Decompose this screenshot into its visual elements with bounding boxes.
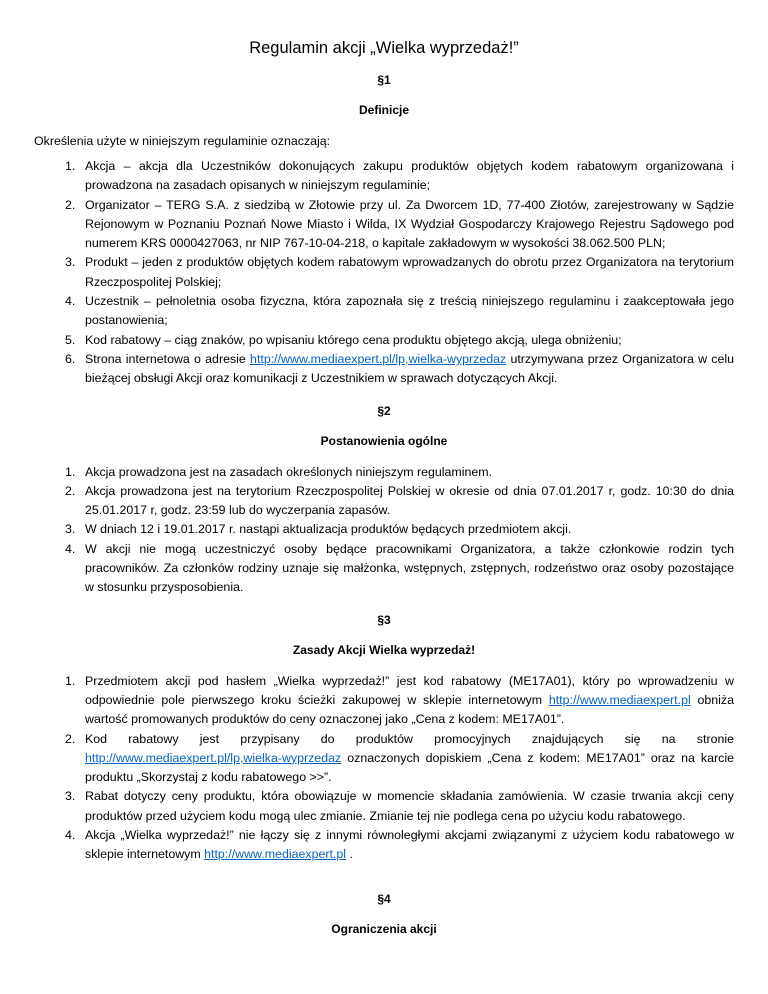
list-item: 4. Uczestnik – pełnoletnia osoba fizyczna, która zapoznała się z treścią niniejszego regulaminu i zaakceptowała jego postanowienia; [65, 294, 734, 328]
mediaexpert-promo-link[interactable]: http://www.mediaexpert.pl/lp,wielka-wyprzedaz [85, 750, 342, 765]
list-item: 2. Organizator – TERG S.A. z siedzibą w Złotowie przy ul. Za Dworcem 1D, 77-400 Złotów, zarejestrowany w Sądzie Rejonowym w Poznaniu Poznań Nowe Miasto i Wilda, IX Wydział Gospodarczy Krajowego Rejestru Sądowego pod numerem KRS 0000427063, nr NIP 767-10-04-218, o kapitale zakładowym w wysokości 38.062.500 PLN; [65, 197, 734, 251]
list-item: 3. Produkt – jeden z produktów objętych kodem rabatowym wprowadzanych do obrotu przez Organizatora na terytorium Rzeczpospolitej Polskiej; [65, 255, 734, 289]
list-item: 1. Akcja prowadzona jest na zasadach określonych niniejszym regulaminem. [65, 464, 493, 479]
section-1-list [34, 157, 734, 389]
section-1-title: Definicje [358, 103, 409, 117]
section-4-number: §4 [377, 891, 391, 906]
list-item: 1. Akcja – akcja dla Uczestników dokonujących zakupu produktów objętych kodem rabatowym organizowana i prowadzona na zasadach opisanych w niniejszym regulaminie; [65, 159, 734, 193]
section-3-number: §3 [377, 612, 391, 627]
mediaexpert-home-link[interactable]: http://www.mediaexpert.pl [204, 847, 347, 862]
list-item: 4. W akcji nie mogą uczestniczyć osoby będące pracownikami Organizatora, a także członkowie rodzin tych pracowników. Za członków rodziny uznaje się małżonka, wstępnych, zstępnych, rodzeństwo oraz osoby pozostające w stosunku przysposobienia. [65, 541, 734, 595]
mediaexpert-promo-link[interactable]: http://www.mediaexpert.pl/lp,wielka-wyprzedaz [250, 351, 507, 366]
document-title: Regulamin akcji „Wielka wyprzedaż!” [249, 39, 519, 57]
section-3-title: Zasady Akcji Wielka wyprzedaż! [292, 642, 476, 657]
intro-text: Określenia użyte w niniejszym regulaminie oznaczają: [34, 134, 331, 148]
section-2-list [34, 463, 734, 598]
section-2-title: Postanowienia ogólne [320, 433, 448, 448]
section-2-number: §2 [377, 403, 391, 418]
list-item: 5. Kod rabatowy – ciąg znaków, po wpisaniu którego cena produktu objętego akcją, ulega obniżeniu; [65, 332, 622, 347]
list-item: 6. Strona internetowa o adresie http://www.mediaexpert.pl/lp,wielka-wyprzedaz utrzymywana przez Organizatora w celu bieżącej obsługi Akcji oraz komunikacji z Uczestnikiem w sprawach dotyczących Akcji. [65, 351, 734, 386]
list-item: 1. Przedmiotem akcji pod hasłem „Wielka wyprzedaż!” jest kod rabatowy (ME17A01), który po wprowadzeniu w odpowiednie pole pierwszego kroku ścieżki zakupowej w sklepie internetowym http://www.mediaexpert.pl obniża wartość promowanych produktów do ceny oznaczonej jako „Cena z kodem: ME17A01”. [65, 673, 735, 727]
list-item: 2. Kod rabatowy jest przypisany do produktów promocyjnych znajdujących się na stronie http://www.mediaexpert.pl/lp,wielka-wyprzedaz oznaczonych dopiskiem „Cena z kodem: ME17A01” oraz na karcie produktu „Skorzystaj z kodu rabatowego >>”. [65, 731, 734, 785]
list-item: 2. Akcja prowadzona jest na terytorium Rzeczpospolitej Polskiej w okresie od dnia 07.01.2017 r, godz. 10:30 do dnia 25.01.2017 r, godz. 23:59 lub do wyczerpania zapasów. [65, 483, 734, 518]
list-item: 3. Rabat dotyczy ceny produktu, która obowiązuje w momencie składania zamówienia. W czasie trwania akcji ceny produktów przed użyciem kodu mogą ulec zmianie. Zmianie tej nie podlega cena po użyciu kodu rabatowego. [65, 789, 734, 823]
mediaexpert-home-link[interactable]: http://www.mediaexpert.pl [548, 692, 691, 707]
section-3-list [34, 672, 734, 865]
section-gap [34, 879, 734, 891]
section-4-title: Ograniczenia akcji [331, 921, 437, 936]
list-item: 4. Akcja „Wielka wyprzedaż!” nie łączy się z innymi równoległymi akcjami związanymi z użyciem kodu rabatowego w sklepie internetowym http://www.mediaexpert.pl . [65, 828, 734, 862]
list-item: 3. W dniach 12 i 19.01.2017 r. nastąpi aktualizacja produktów będących przedmiotem akcji. [65, 522, 572, 537]
section-1-number: §1 [377, 73, 391, 87]
